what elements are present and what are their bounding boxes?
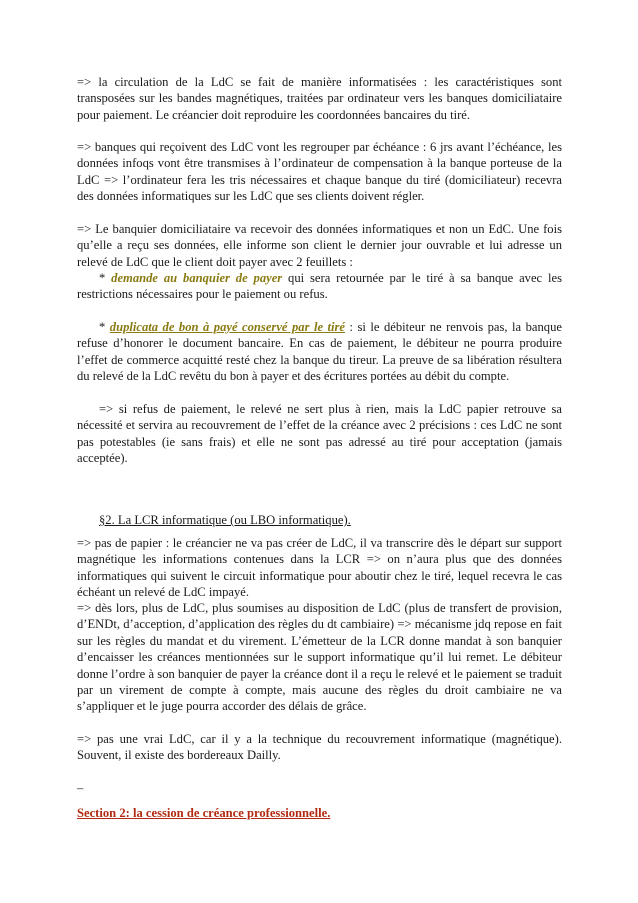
- paragraph-domiciliataire: => Le banquier domiciliataire va recevoir des données informatiques et non un EdC. Une fois qu’elle a reçu ses données, elle informe son client le dernier jour ouvrable et lui adresse un relevé de LdC que le client doit payer avec 2 feuillets :: [77, 222, 562, 269]
- section-heading: [77, 805, 562, 821]
- paragraph-demande: [77, 270, 562, 303]
- separator-dash: –: [77, 781, 84, 795]
- subsection-heading: [77, 512, 562, 528]
- bullet-star: *: [99, 271, 112, 285]
- paragraph-circulation: => la circulation de la LdC se fait de manière informatisées : les caractéristiques sont transposées sur les bandes magnétiques, traitées par ordinateur vers les banques domiciliataire pour paiement. Le créancier doit reproduire les coordonnées bancaires du tiré.: [77, 75, 562, 122]
- paragraph-duplicata: [77, 319, 562, 385]
- paragraph-vrai-ldc: => pas une vrai LdC, car il y a la technique du recouvrement informatique (magnétique). Souvent, il existe des bordereaux Dailly.: [77, 732, 562, 763]
- subsection-title: §2. La LCR informatique (ou LBO informatique).: [99, 513, 351, 527]
- bullet-star: *: [99, 320, 110, 334]
- highlight-demande: demande au banquier de payer: [111, 271, 283, 285]
- paragraph-des-lors: => dès lors, plus de LdC, plus soumises au disposition de LdC (plus de transfert de provision, d’ENDt, d’acception, d’application des règles du dt cambiaire) => mécanisme jdq repose en fait sur les règles du mandat et du virement. L’émetteur de la LCR donne mandat à son banquier d’encaisser les créances mentionnées sur le support informatique qu’il lui remet. Le débiteur donne l’ordre à son banquier de payer la créance dont il a reçu le relevé et le paiement se traduit par un virement de compte à compte, mais aucune des règles du droit cambiaire ne va s’appliquer et le juge pourra accorder des délais de grâce.: [77, 601, 562, 714]
- paragraph-duplicata-text: : si le débiteur ne renvois pas, la banque refuse d’honorer le document bancaire. En cas de paiement, le débiteur ne pourra produire l’effet de commerce acquitté resté chez la banque du tireur. La preuve de sa libération résultera du relevé de la LdC revêtu du bon à payer et des écritures portées au débit du compte.: [77, 320, 562, 384]
- paragraph-pas-de-papier: => pas de papier : le créancier ne va pas créer de LdC, il va transcrire dès le départ sur support magnétique les informations contenues dans la LCR => on n’aura plus que des données informatiques qui suivent le circuit informatique pour aboutir chez le tiré, lequel recevra le cas échéant un relevé de LdC impayé.: [77, 536, 562, 600]
- paragraph-demande-text: qui sera retournée par le tiré à sa banque avec les restrictions nécessaires pour le paiement ou refus.: [77, 271, 562, 302]
- highlight-duplicata: duplicata de bon à payé conservé par le tiré: [109, 320, 346, 334]
- paragraph-banques: => banques qui reçoivent des LdC vont les regrouper par échéance : 6 jrs avant l’échéance, les données infoqs vont être transmises à l’ordinateur de compensation à la banque porteuse de la LdC => l’ordinateur fera les tris nécessaires et chaque banque du tiré (domiciliateur) recevra des données informatiques sur les LdC que ses clients doivent régler.: [77, 140, 562, 204]
- paragraph-refus: => si refus de paiement, le relevé ne sert plus à rien, mais la LdC papier retrouve sa nécessité et servira au recouvrement de l’effet de la créance avec 2 précisions : ces LdC ne sont pas potestables (ie sans frais) et elle ne sont pas adressé au tiré pour acceptation (jamais acceptée).: [77, 402, 562, 466]
- section-title: Section 2: la cession de créance professionnelle.: [77, 806, 331, 820]
